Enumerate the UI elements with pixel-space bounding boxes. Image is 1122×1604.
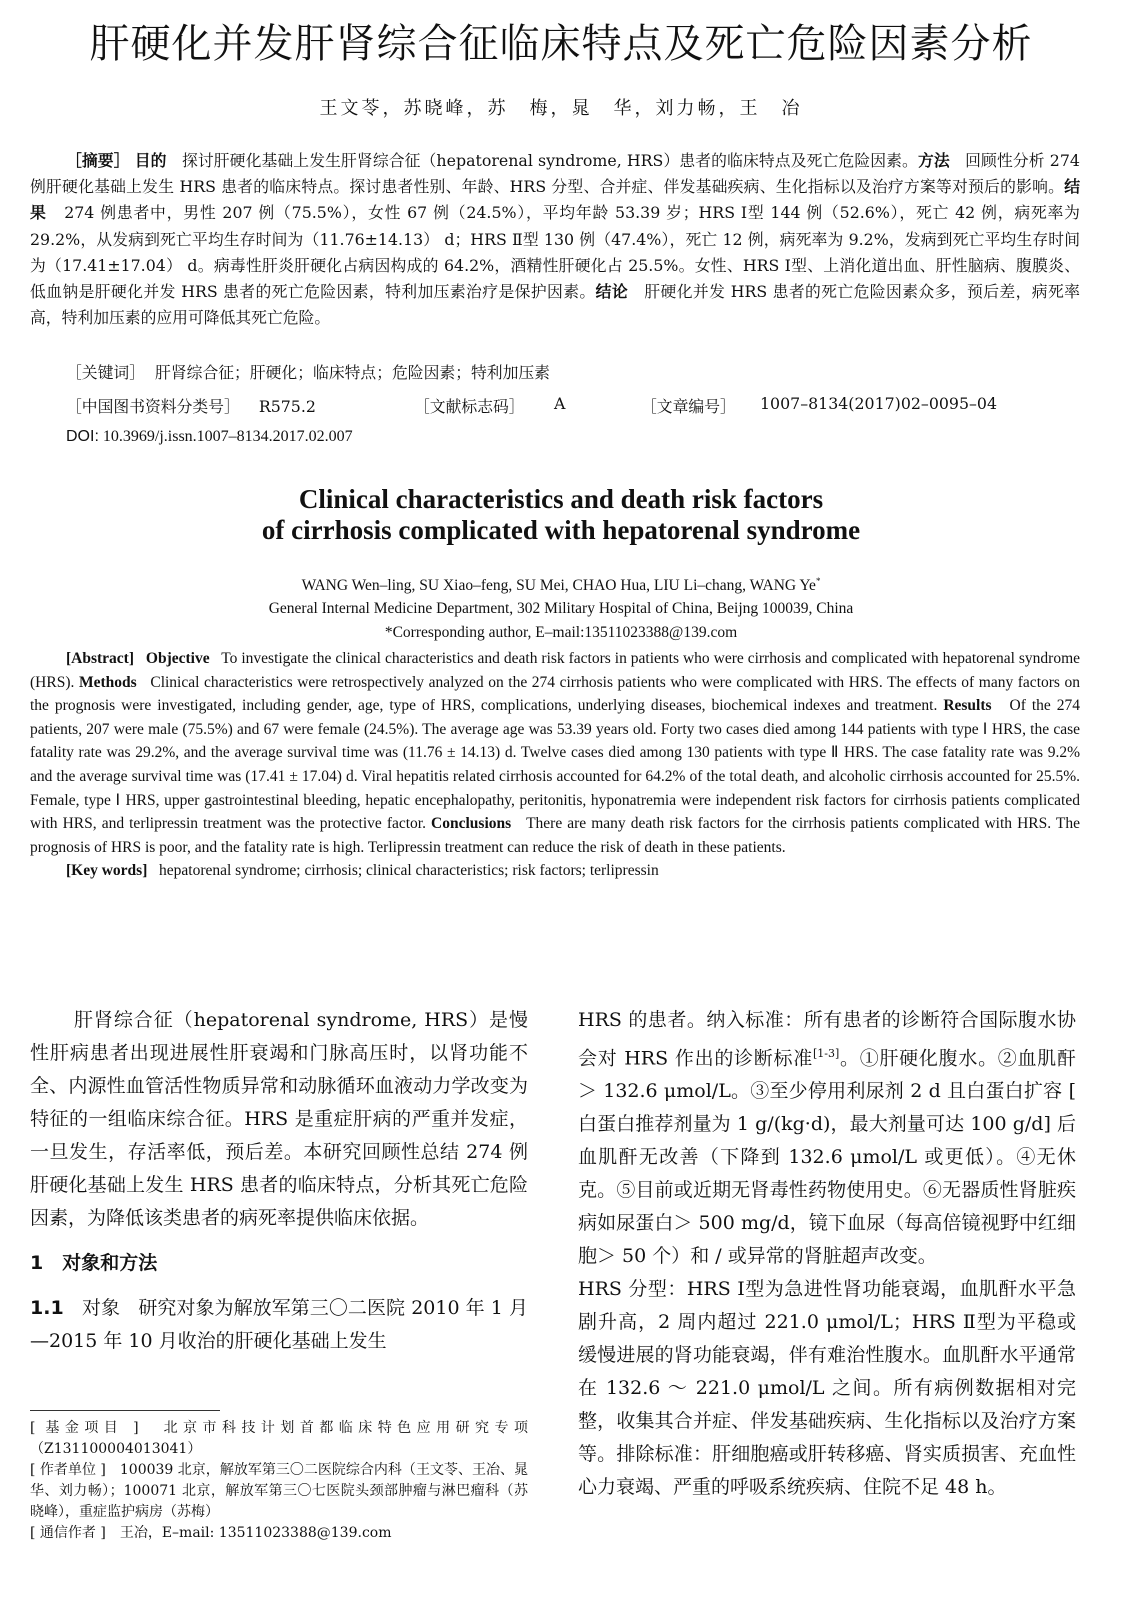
doc-code-label: ［文献标志码］	[414, 397, 525, 416]
objective-en-text: To investigate the clinical characteristics and death risk factors in patients who were cirrhosis and complicated with hepatorenal syndrome (HRS).	[30, 650, 1081, 691]
conclusion-en-text: There are many death risk factors for the cirrhosis patients complicated with HRS. The prognosis of HRS is poor, and the fatality rate is high. Terlipressin treatment can reduce the risk of death in these patients.	[30, 815, 1081, 856]
subsection-1-1-number: 1.1	[30, 1297, 64, 1319]
footnotes	[30, 1418, 528, 1544]
classification-line	[66, 394, 1066, 417]
methods-en-text: Clinical characteristics were retrospectively analyzed on the 274 cirrhosis patients who were complicated with HRS. The effects of many factors on the prognosis were investigated, including gender, age, type of HRS, complications, underlying diseases, biochemical indexes and treatment.	[30, 673, 1081, 715]
inclusion-criteria-paragraph: HRS 的患者。纳入标准：所有患者的诊断符合国际腹水协会对 HRS 作出的诊断标准[1-3]。①肝硬化腹水。②血肌酐＞ 132.6 μmol/L。③至少停用利尿剂 2 d 且白蛋白扩容 [ 白蛋白推荐剂量为 1 g/(kg·d)，最大剂量可达 100 g/d] 后血肌酐无改善（下降到 132.6 μmol/L 或更低）。④无休克。⑤目前或近期无肾毒性药物使用史。⑥无器质性肾脏疾病如尿蛋白＞ 500 mg/d，镜下血尿（每高倍镜视野中红细胞＞ 50 个）和 / 或异常的肾脏超声改变。	[578, 1009, 1076, 1268]
keywords-en-label: [Key words]	[66, 862, 148, 880]
subsection-1-1-title: 对象	[81, 1297, 121, 1319]
authors-en: WANG Wen–ling, SU Xiao–feng, SU Mei, CHAO Hua, LIU Li–chang, WANG Ye*	[301, 576, 821, 595]
results-en-text: Of the 274 patients, 207 were male (75.5%) and 67 were female (24.5%). The average age was 53.39 years old. Forty two cases died among 144 patients with type Ⅰ HRS, the case fatality rate was 29.2%, and the average survival time was (11.76 ± 14.13) d. Twelve cases died among 130 patients with type Ⅱ HRS. The case fatality rate was 9.2% and the average survival time was (17.41 ± 17.04) d. Viral hepatitis related cirrhosis accounted for 64.2% of the total death, and alcoholic cirrhosis accounted for 25.5%. Female, type Ⅰ HRS, upper gastrointestinal bleeding, hepatic encephalopathy, peritonitis, hyponatremia were independent risk factors for cirrhosis patients complicated with HRS, and terlipressin treatment was the protective factor.	[30, 697, 1081, 833]
page-title: 肝硬化并发肝肾综合征临床特点及死亡危险因素分析	[89, 21, 1033, 67]
subsection-1-1	[30, 1292, 528, 1358]
clc-value: R575.2	[258, 397, 316, 416]
footnote-fund: [ 基金项目 ] 北京市科技计划首都临床特色应用研究专项（Z131100004013041）	[30, 1420, 528, 1457]
abstract-cn	[30, 148, 1080, 331]
abstract-en	[30, 647, 1080, 883]
keywords-en	[30, 859, 1080, 883]
conclusion-cn-label: 结论	[595, 282, 629, 302]
authors-en-star: *	[815, 576, 821, 586]
abstract-cn-label: ［摘要］	[66, 151, 130, 170]
intro-paragraph: 肝肾综合征（hepatorenal syndrome, HRS）是慢性肝病患者出现进展性肝衰竭和门脉高压时，以肾功能不全、内源性血管活性物质异常和动脉循环血液动力学改变为特征的一组临床综合征。HRS 是重症肝病的严重并发症，一旦发生，存活率低，预后差。本研究回顾性总结 274 例肝硬化基础上发生 HRS 患者的临床特点，分析其死亡危险因素，为降低该类患者的病死率提供临床依据。	[30, 1009, 528, 1229]
english-title	[0, 484, 1122, 546]
results-en-label: Results	[943, 697, 992, 715]
keywords-cn-label: ［关键词］	[66, 363, 145, 382]
methods-cn-text: 回顾性分析 274 例肝硬化基础上发生 HRS 患者的临床特点。探讨患者性别、年龄、HRS 分型、合并症、伴发基础疾病、生化指标以及治疗方案等对预后的影响。	[30, 151, 1080, 197]
objective-cn-text: 探讨肝硬化基础上发生肝肾综合征（hepatorenal syndrome, HRS）患者的临床特点及死亡危险因素。	[181, 151, 918, 170]
section-heading-1: 1 对象和方法	[30, 1252, 158, 1274]
corresponding-en: *Corresponding author, E–mail:13511023388@139.com	[384, 624, 738, 641]
doi-value[interactable]: 10.3969/j.issn.1007–8134.2017.02.007	[102, 428, 353, 445]
article-no-label: ［文章编号］	[641, 397, 736, 416]
subsection-1-1-text: 研究对象为解放军第三〇二医院 2010 年 1 月 —2015 年 10 月收治的肝硬化基础上发生	[30, 1297, 528, 1352]
doc-code-value: A	[554, 394, 566, 413]
body-right-column	[578, 1004, 1076, 1504]
keywords-cn	[66, 360, 550, 383]
authors-cn: 王文苓，苏晓峰，苏 梅，晁 华，刘力畅，王 冶	[319, 98, 803, 119]
keywords-en-text: hepatorenal syndrome; cirrhosis; clinical characteristics; risk factors; terlipressin	[159, 862, 659, 880]
objective-en-label: Objective	[145, 650, 210, 667]
english-title-line-2: of cirrhosis complicated with hepatorenal syndrome	[261, 515, 861, 545]
article-no-value: 1007–8134(2017)02–0095–04	[760, 394, 998, 413]
methods-en-label: Methods	[78, 673, 137, 691]
results-cn-text: 274 例患者中，男性 207 例（75.5%），女性 67 例（24.5%），平均年龄 53.39 岁；HRS Ⅰ型 144 例（52.6%），死亡 42 例，病死率为 29.2%，从发病到死亡平均生存时间为（11.76±14.13） d；HRS Ⅱ型 130 例（47.4%），死亡 12 例，病死率为 9.2%，发病到死亡平均生存时间为（17.41±17.04） d。病毒性肝炎肝硬化占病因构成的 64.2%，酒精性肝硬化占 25.5%。女性、HRS Ⅰ型、上消化道出血、肝性脑病、腹膜炎、低血钠是肝硬化并发 HRS 患者的死亡危险因素，特利加压素治疗是保护因素。	[30, 203, 1080, 302]
methods-cn-label: 方法	[917, 151, 950, 170]
clc-label: ［中国图书资料分类号］	[66, 397, 240, 416]
affiliation-en: General Internal Medicine Department, 302 Military Hospital of China, Beijng 100039, China	[268, 600, 854, 617]
doi-label: DOI:	[66, 428, 99, 445]
keywords-cn-text: 肝肾综合征；肝硬化；临床特点；危险因素；特利加压素	[155, 363, 550, 382]
footnote-unit: [ 作者单位 ] 100039 北京，解放军第三〇二医院综合内科（王文苓、王冶、晁华、刘力畅）；100071 北京，解放军第三〇七医院头颈部肿瘤与淋巴瘤科（苏晓峰），重症监护病房（苏梅）	[30, 1462, 528, 1520]
results-cn-label: 结果	[30, 177, 1080, 223]
abstract-en-label: [Abstract]	[66, 650, 135, 667]
doi	[66, 428, 353, 446]
citation-1-3[interactable]: [1-3]	[812, 1047, 840, 1060]
objective-cn-label: 目的	[134, 151, 167, 170]
footnote-contact: [ 通信作者 ] 王冶，E–mail: 13511023388@139.com	[30, 1525, 392, 1541]
hrs-type-paragraph: HRS 分型：HRS Ⅰ型为急进性肾功能衰竭，血肌酐水平急剧升高，2 周内超过 221.0 μmol/L；HRS Ⅱ型为平稳或缓慢进展的肾功能衰竭，伴有难治性腹水。血肌酐水平通常在 132.6 ～ 221.0 μmol/L 之间。所有病例数据相对完整，收集其合并症、伴发基础疾病、生化指标以及治疗方案等。排除标准：肝细胞癌或肝转移癌、肾实质损害、充血性心力衰竭、严重的呼吸系统疾病、住院不足 48 h。	[578, 1278, 1076, 1499]
conclusion-cn-text: 肝硬化并发 HRS 患者的死亡危险因素众多，预后差，病死率高，特利加压素的应用可降低其死亡危险。	[30, 282, 1080, 328]
body-left-column	[30, 1004, 528, 1358]
english-title-line-1: Clinical characteristics and death risk factors	[298, 484, 824, 514]
footnote-divider	[30, 1410, 220, 1411]
conclusion-en-label: Conclusions	[431, 815, 512, 833]
